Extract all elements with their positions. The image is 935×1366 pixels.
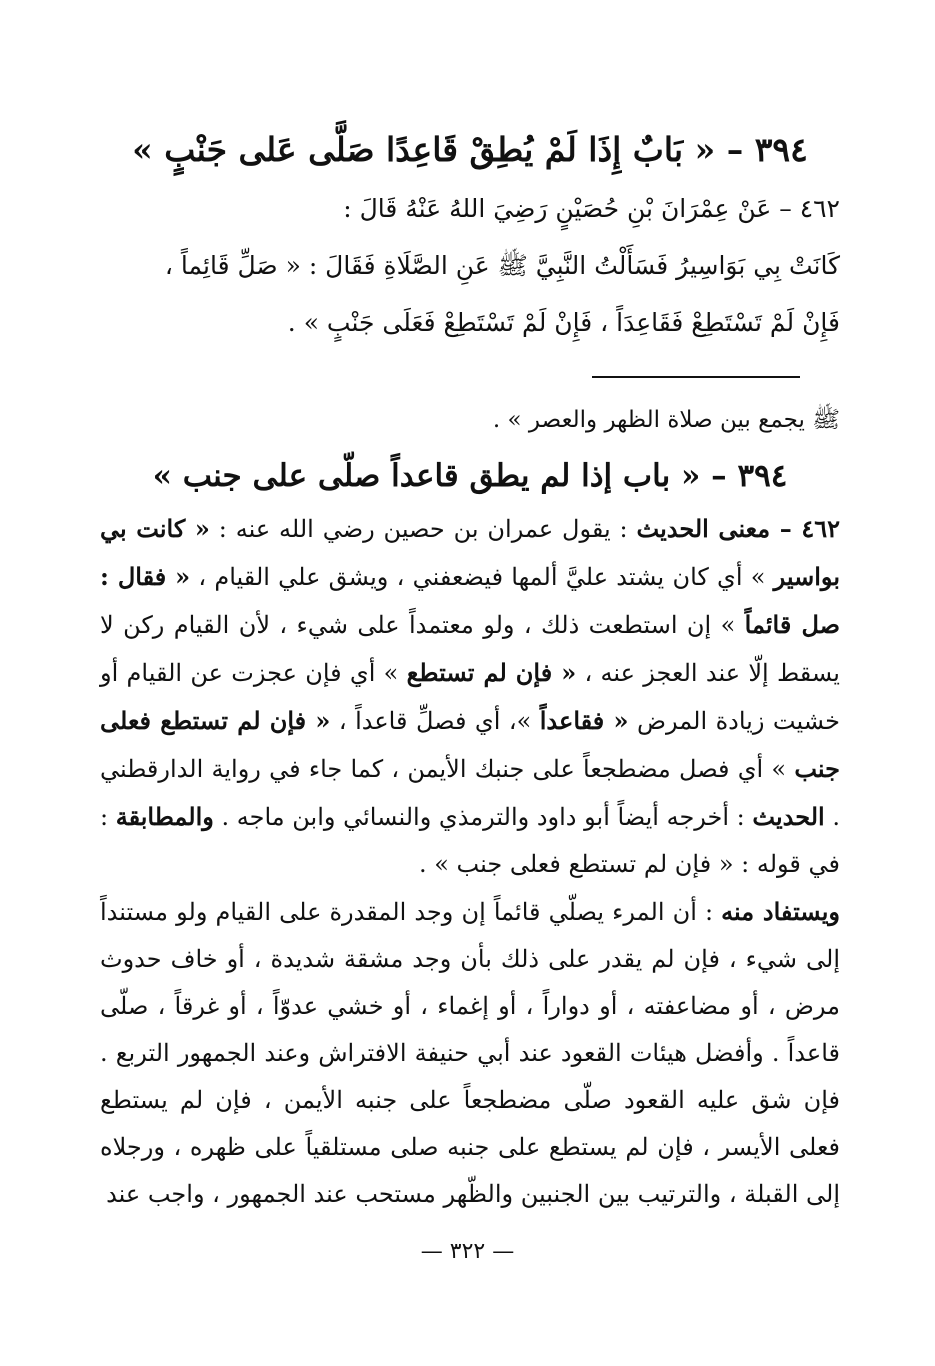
commentary-text: » أي فصل مضطجعاً على جنبك الأيمن ، كما جاء في رواية الدارقطني .: [100, 755, 840, 831]
commentary-title: ٣٩٤ – « باب إذا لم يطق قاعداً صلّى على جنب »: [152, 458, 788, 494]
commentary-text: » إن استطعت ذلك ، ولو معتمداً على شيء ، لأن القيام ركن لا يسقط إلّا عند العجز عنه ،: [100, 611, 840, 687]
footnote: ﷺ يجمع بين صلاة الظهر والعصر » .: [492, 407, 840, 433]
quoted-phrase: « فقال : صل قائماً: [100, 562, 840, 639]
commentary-text: : أخرجه أيضاً أبو داود والترمذي والنسائي وابن ماجه .: [221, 803, 753, 831]
benefits-label: ويستفاد منه: [721, 897, 840, 926]
commentary-text: » أي كان يشتد عليَّ ألمها فيضعفني ، ويشق علي القيام ،: [198, 563, 774, 591]
quoted-phrase: « فإن لم تستطع فعلى جنب: [100, 706, 840, 783]
chapter-title: ٣٩٤ – « بَابٌ إِذَا لَمْ يُطِقْ قَاعِدًا صَلَّى عَلى جَنْبٍ »: [132, 130, 808, 169]
commentary-text: : في قوله : « فإن لم تستطع فعلى جنب » .: [99, 803, 840, 878]
hadith-line: فَإِنْ لَمْ تَسْتَطِعْ فَقَاعِدَاً ، فَإِنْ لَمْ تَسْتَطِعْ فَعَلَى جَنْبٍ » .: [287, 308, 840, 337]
commentary-text: »، أي فصلِّ قاعداً ،: [338, 707, 540, 735]
hadith-block: [100, 180, 840, 351]
hadith-meaning-label: ٤٦٢ – معنى الحديث: [636, 514, 840, 543]
hadith-line: كَانَتْ بِي بَوَاسِيرُ فَسَأَلْتُ النَّبِيَّ ﷺ عَنِ الصَّلَاةِ فَقَالَ : « صَلِّ قَائِماً ،: [164, 251, 840, 280]
quoted-phrase: « كانت بي بواسير: [100, 514, 840, 591]
quoted-phrase: « فقاعداً: [539, 706, 629, 735]
page-number: — ٣٢٢ —: [420, 1239, 515, 1264]
footnote-separator: [592, 376, 800, 378]
commentary-text: » أي فإن عجزت عن القيام أو خشيت زيادة المرض: [100, 659, 840, 735]
commentary-paragraph: [100, 505, 840, 888]
commentary: [100, 505, 840, 1218]
hadith-intro: ٤٦٢ – عَنْ عِمْرَانَ بْنِ حُصَيْنٍ رَضِيَ اللهُ عَنْهُ قَالَ :: [343, 194, 840, 223]
commentary-text: : أن المرء يصلّي قائماً إن وجد المقدرة على القيام ولو مستنداً إلى شيء ، فإن لم يقدر على ذلك بأن وجد مشقة شديدة ، أو خاف حدوث مرض ، أو مضاعفته ، أو دواراً ، أو إغماء ، أو خشي عدوّاً ، أو غرقاً ، صلّى قاعداً . وأفضل هيئات القعود عند أبي حنيفة الافتراش وعند الجمهور التربع . فإن شق عليه القعود صلّى مضطجعاً على جنبه الأيمن ، فإن لم يستطع فعلى الأيسر ، فإن لم يستطع على جنبه صلى مستلقياً على ظهره ، ورجلاه إلى القبلة ، والترتيب بين الجنبين والظّهر مستحب عند الجمهور ، واجب عند: [100, 898, 841, 1208]
quoted-phrase: « فإن لم تستطع: [406, 658, 577, 687]
hadith-source-label: الحديث: [752, 802, 825, 831]
correspondence-label: والمطابقة: [115, 802, 214, 831]
commentary-text: : يقول عمران بن حصين رضي الله عنه :: [218, 515, 637, 543]
commentary-paragraph: [100, 888, 840, 1218]
